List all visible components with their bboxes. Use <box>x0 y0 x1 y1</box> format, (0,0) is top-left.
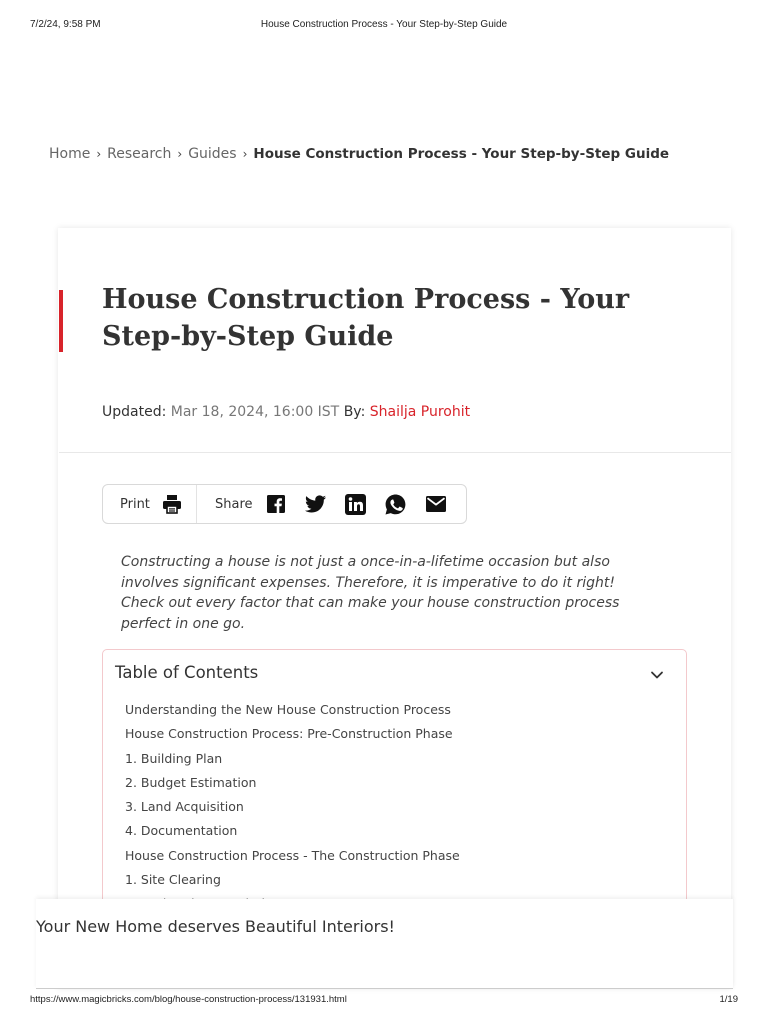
divider <box>59 452 731 453</box>
interiors-banner[interactable] <box>36 899 733 989</box>
article-meta <box>102 404 470 420</box>
print-page-number: 1/19 <box>719 994 738 1005</box>
chevron-right-icon: › <box>242 147 248 161</box>
print-doc-title: House Construction Process - Your Step-by-Step Guide <box>260 19 508 30</box>
printer-icon <box>162 493 182 515</box>
by-label: By: <box>343 404 366 420</box>
toc-item[interactable]: 4. Documentation <box>125 823 238 839</box>
chevron-right-icon: › <box>177 147 183 161</box>
share-group <box>197 485 465 523</box>
toc-title: Table of Contents <box>115 663 259 682</box>
breadcrumb-guides[interactable]: Guides <box>188 146 237 162</box>
whatsapp-icon[interactable] <box>385 493 407 515</box>
updated-value: Mar 18, 2024, 16:00 IST <box>170 404 340 420</box>
toc-item[interactable]: 3. Land Acquisition <box>125 799 244 815</box>
toc-item[interactable]: House Construction Process: Pre-Construction Phase <box>125 726 453 742</box>
article-title: House Construction Process - Your Step-by-Step Guide <box>102 284 630 352</box>
print-datetime: 7/2/24, 9:58 PM <box>30 19 101 30</box>
linkedin-icon[interactable] <box>345 493 367 515</box>
toc-item[interactable]: 1. Building Plan <box>125 750 223 766</box>
toc-item[interactable]: 1. Site Clearing <box>125 872 221 888</box>
print-button[interactable] <box>103 485 197 523</box>
author-link[interactable]: Shailja Purohit <box>369 404 471 420</box>
breadcrumb-home[interactable]: Home <box>49 146 91 162</box>
chevron-right-icon: › <box>96 147 102 161</box>
toc-item[interactable]: 2. Budget Estimation <box>125 774 257 790</box>
toc-item[interactable]: Understanding the New House Construction Process <box>125 702 451 717</box>
toc-list <box>125 698 460 909</box>
breadcrumb-research[interactable]: Research <box>107 146 172 162</box>
article-intro: Constructing a house is not just a once-in-a-lifetime occasion but also involves significant expenses. Therefore, it is imperative to do it right! Check out every factor that can make your house construction process perfect in one go. <box>121 554 620 632</box>
email-icon[interactable] <box>425 493 447 515</box>
toc-item[interactable]: House Construction Process - The Construction Phase <box>125 847 460 863</box>
print-url: https://www.magicbricks.com/blog/house-construction-process/131931.html <box>30 994 347 1005</box>
table-of-contents <box>102 649 687 909</box>
share-bar <box>102 484 467 524</box>
title-accent-bar <box>59 290 63 352</box>
facebook-icon[interactable] <box>265 493 287 515</box>
breadcrumb-current: House Construction Process - Your Step-by-Step Guide <box>253 146 670 162</box>
share-label: Share <box>215 496 253 512</box>
banner-text: Your New Home deserves Beautiful Interiors! <box>36 917 395 936</box>
updated-label: Updated: <box>102 404 167 420</box>
breadcrumb <box>49 146 669 162</box>
chevron-down-icon[interactable] <box>650 668 664 682</box>
print-label: Print <box>120 496 150 512</box>
twitter-icon[interactable] <box>305 493 327 515</box>
